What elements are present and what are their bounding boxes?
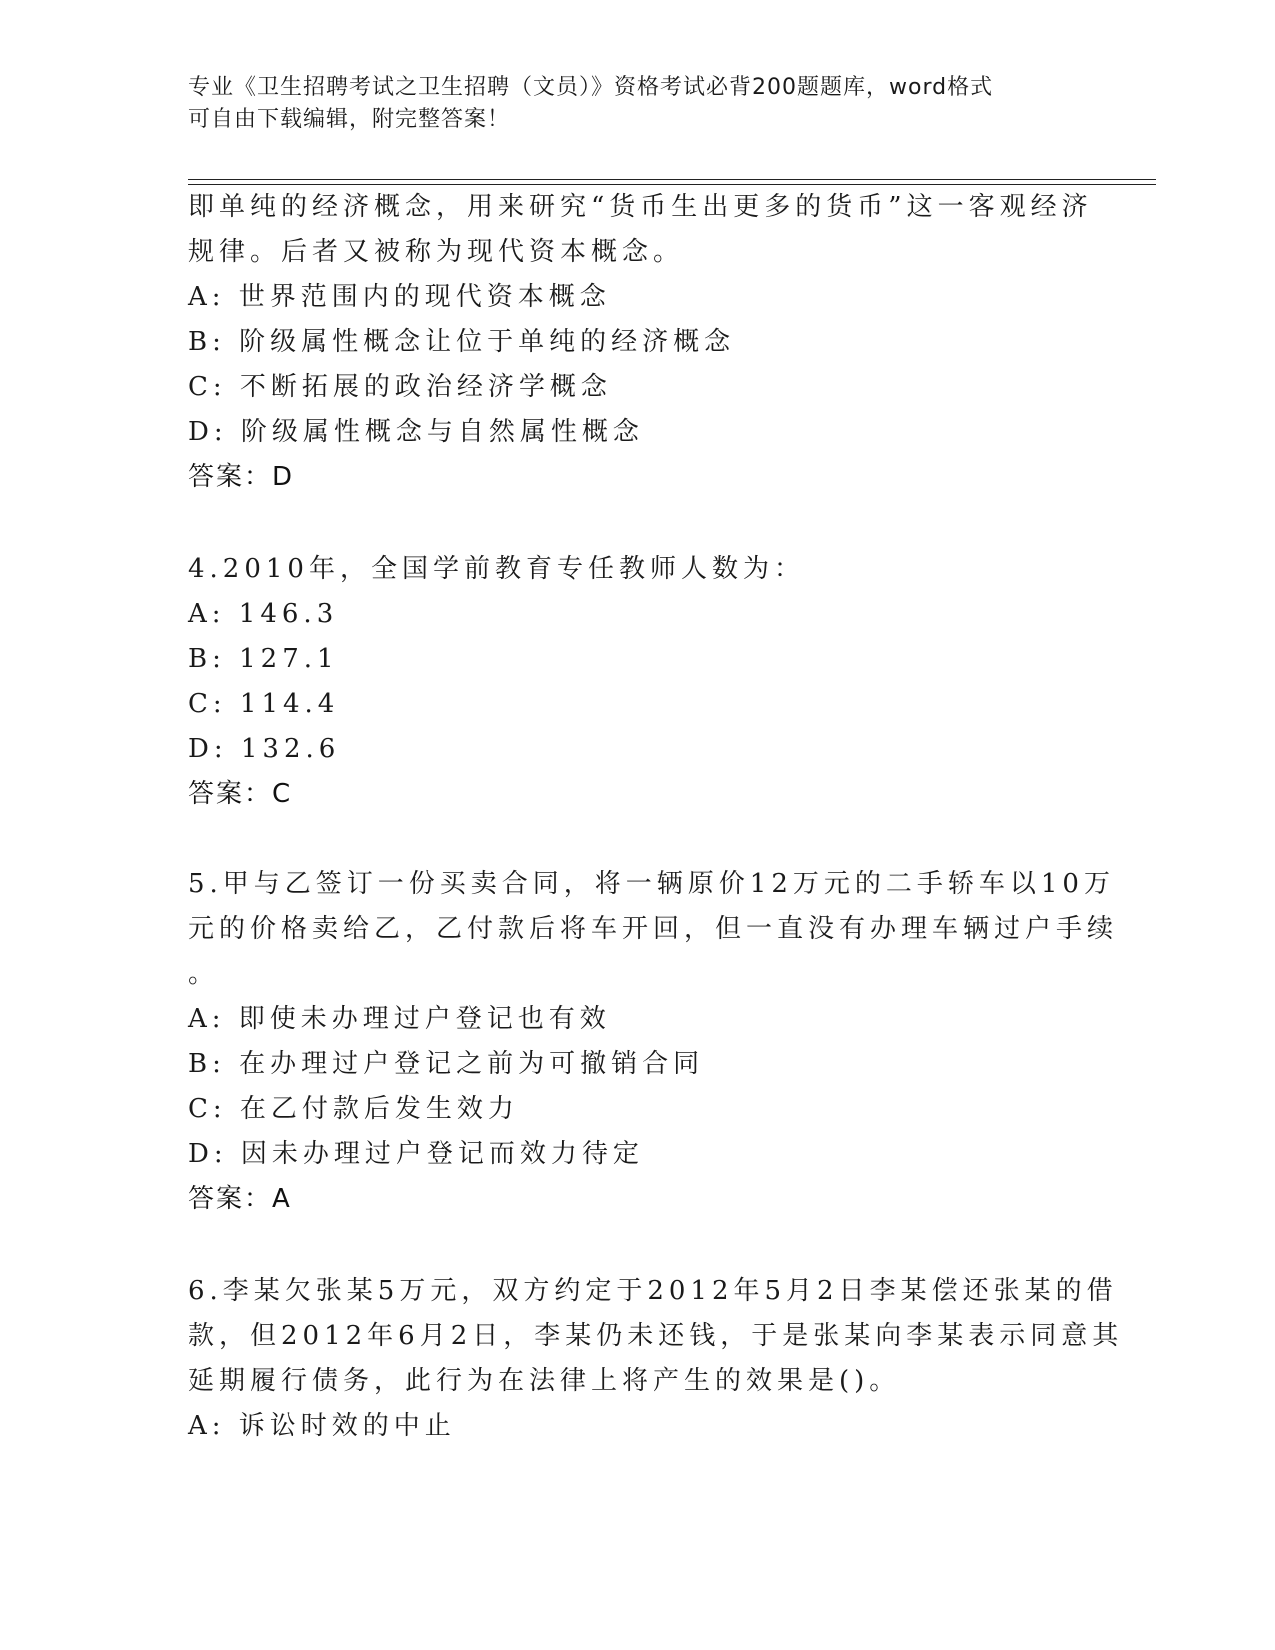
question-5-text-line-1: 5.甲与乙签订一份买卖合同，将一辆原价12万元的二手轿车以10万 (188, 869, 1115, 899)
header-divider-bottom (188, 184, 1156, 185)
question-3-answer: 答案：D (188, 462, 295, 492)
question-4-option-c: C: 114.4 (188, 689, 340, 719)
document-header (188, 72, 1068, 136)
header-line-1: 专业《卫生招聘考试之卫生招聘（文员）》资格考试必背200题题库，word格式 (188, 75, 994, 100)
question-6-option-a: A: 诉讼时效的中止 (188, 1411, 456, 1441)
question-4-option-b: B: 127.1 (188, 644, 339, 674)
question-3-text-line-2: 规律。后者又被称为现代资本概念。 (188, 237, 685, 267)
question-4-text-line-1: 4.2010年，全国学前教育专任教师人数为： (188, 554, 805, 584)
question-4-answer: 答案：C (188, 779, 293, 809)
question-6-text-line-2: 款，但2012年6月2日，李某仍未还钱，于是张某向李某表示同意其 (188, 1321, 1124, 1351)
question-5-option-d: D: 因未办理过户登记而效力待定 (188, 1139, 644, 1169)
header-line-2: 可自由下载编辑，附完整答案！ (188, 107, 511, 132)
question-5-option-c: C: 在乙付款后发生效力 (188, 1094, 519, 1124)
question-6-text-line-1: 6.李某欠张某5万元，双方约定于2012年5月2日李某偿还张某的借 (188, 1276, 1118, 1306)
question-3-option-b: B: 阶级属性概念让位于单纯的经济概念 (188, 327, 736, 357)
question-5-option-a: A: 即使未办理过户登记也有效 (188, 1004, 611, 1034)
question-5-text-line-3: 。 (188, 959, 220, 989)
question-3-option-a: A: 世界范围内的现代资本概念 (188, 282, 611, 312)
question-5-text-line-2: 元的价格卖给乙，乙付款后将车开回，但一直没有办理车辆过户手续 (188, 914, 1119, 944)
question-3-text-line-1: 即单纯的经济概念，用来研究“货币生出更多的货币”这一客观经济 (188, 192, 1093, 222)
question-5-answer: 答案：A (188, 1184, 292, 1214)
question-4-option-d: D: 132.6 (188, 734, 341, 764)
question-6-text-line-3: 延期履行债务，此行为在法律上将产生的效果是()。 (188, 1366, 901, 1396)
question-3-option-d: D: 阶级属性概念与自然属性概念 (188, 417, 644, 447)
question-5-option-b: B: 在办理过户登记之前为可撤销合同 (188, 1049, 705, 1079)
question-4-option-a: A: 146.3 (188, 599, 339, 629)
header-divider-top (188, 179, 1156, 180)
question-3-option-c: C: 不断拓展的政治经济学概念 (188, 372, 612, 402)
